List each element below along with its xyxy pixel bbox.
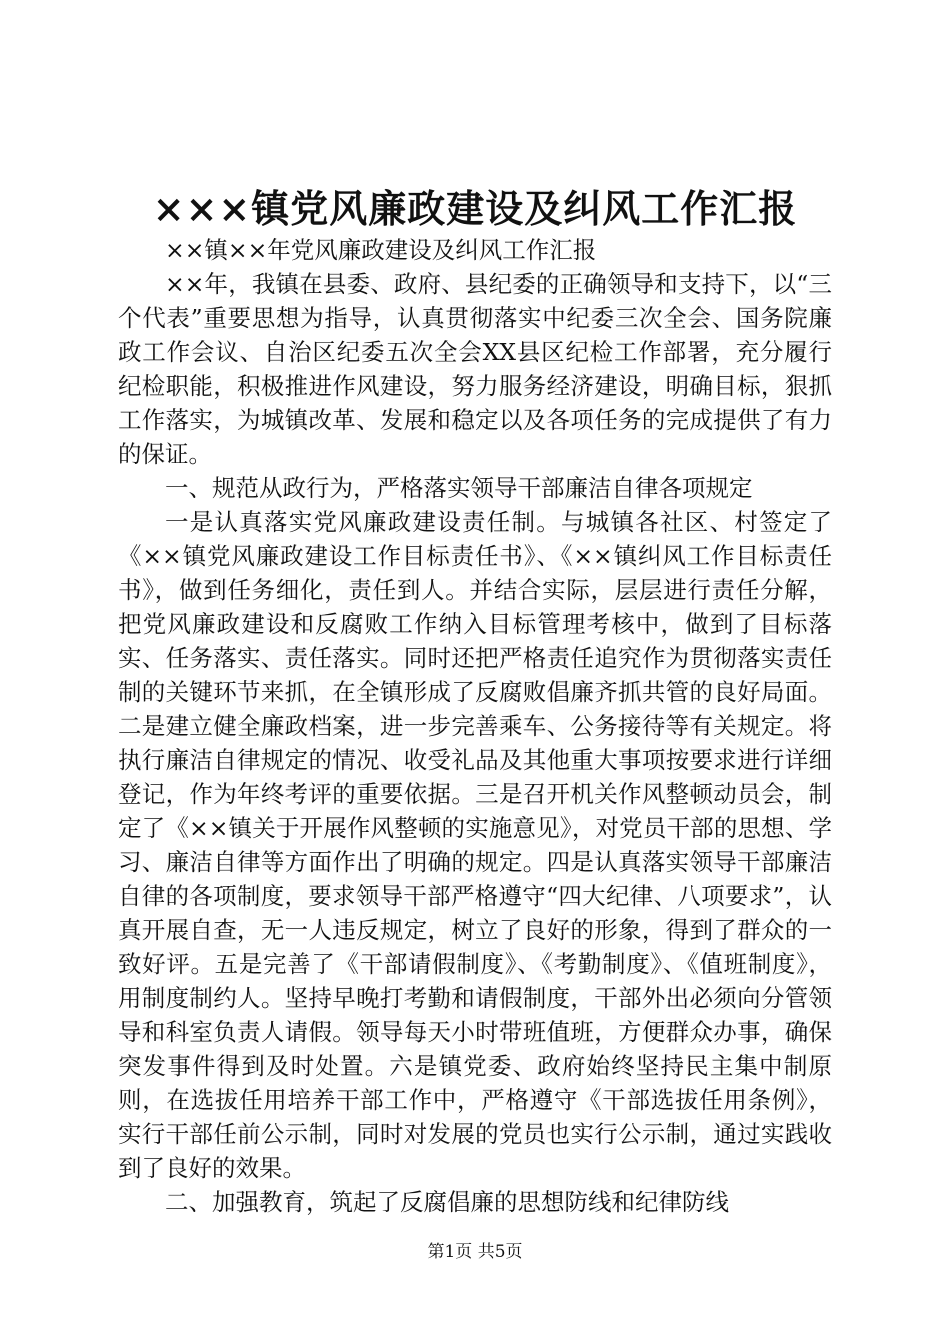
section-heading-1: 一、规范从政行为，严格落实领导干部廉洁自律各项规定 bbox=[165, 474, 753, 502]
report-subtitle-paragraph: ××镇××年党风廉政建设及纠风工作汇报 bbox=[165, 236, 597, 264]
document-body bbox=[118, 233, 832, 1219]
section-1-body-paragraph: 一是认真落实党风廉政建设责任制。与城镇各社区、村签定了《××镇党风廉政建设工作目标责任书》、《××镇纠风工作目标责任书》，做到任务细化，责任到人。并结合实际，层层进行责任分解，把党风廉政建设和反腐败工作纳入目标管理考核中，做到了目标落实、任务落实、责任落实。同时还把严格责任追究作为贯彻落实责任制的关键环节来抓，在全镇形成了反腐败倡廉齐抓共管的良好局面。二是建立健全廉政档案，进一步完善乘车、公务接待等有关规定。将执行廉洁自律规定的情况、收受礼品及其他重大事项按要求进行详细登记，作为年终考评的重要依据。三是召开机关作风整顿动员会，制定了《××镇关于开展作风整顿的实施意见》，对党员干部的思想、学习、廉洁自律等方面作出了明确的规定。四是认真落实领导干部廉洁自律的各项制度，要求领导干部严格遵守“四大纪律、八项要求”，认真开展自查，无一人违反规定，树立了良好的形象，得到了群众的一致好评。五是完善了《干部请假制度》、《考勤制度》、《值班制度》，用制度制约人。坚持早晚打考勤和请假制度，干部外出必须向分管领导和科室负责人请假。领导每天小时带班值班，方便群众办事，确保突发事件得到及时处置。六是镇党委、政府始终坚持民主集中制原则，在选拔任用培养干部工作中，严格遵守《干部选拔任用条例》，实行干部任前公示制，同时对发展的党员也实行公示制，通过实践收到了良好的效果。 bbox=[118, 508, 832, 1182]
document-title: ×××镇党风廉政建设及纠风工作汇报 bbox=[152, 186, 798, 231]
section-heading-2: 二、加强教育，筑起了反腐倡廉的思想防线和纪律防线 bbox=[165, 1188, 729, 1216]
page-footer: 第1页 共5页 bbox=[427, 1242, 523, 1262]
intro-paragraph: ××年，我镇在县委、政府、县纪委的正确领导和支持下，以“三个代表”重要思想为指导，认真贯彻落实中纪委三次全会、国务院廉政工作会议、自治区纪委五次全会XX县区纪检工作部署，充分履行纪检职能，积极推进作风建设，努力服务经济建设，明确目标，狠抓工作落实，为城镇改革、发展和稳定以及各项任务的完成提供了有力的保证。 bbox=[118, 270, 832, 468]
